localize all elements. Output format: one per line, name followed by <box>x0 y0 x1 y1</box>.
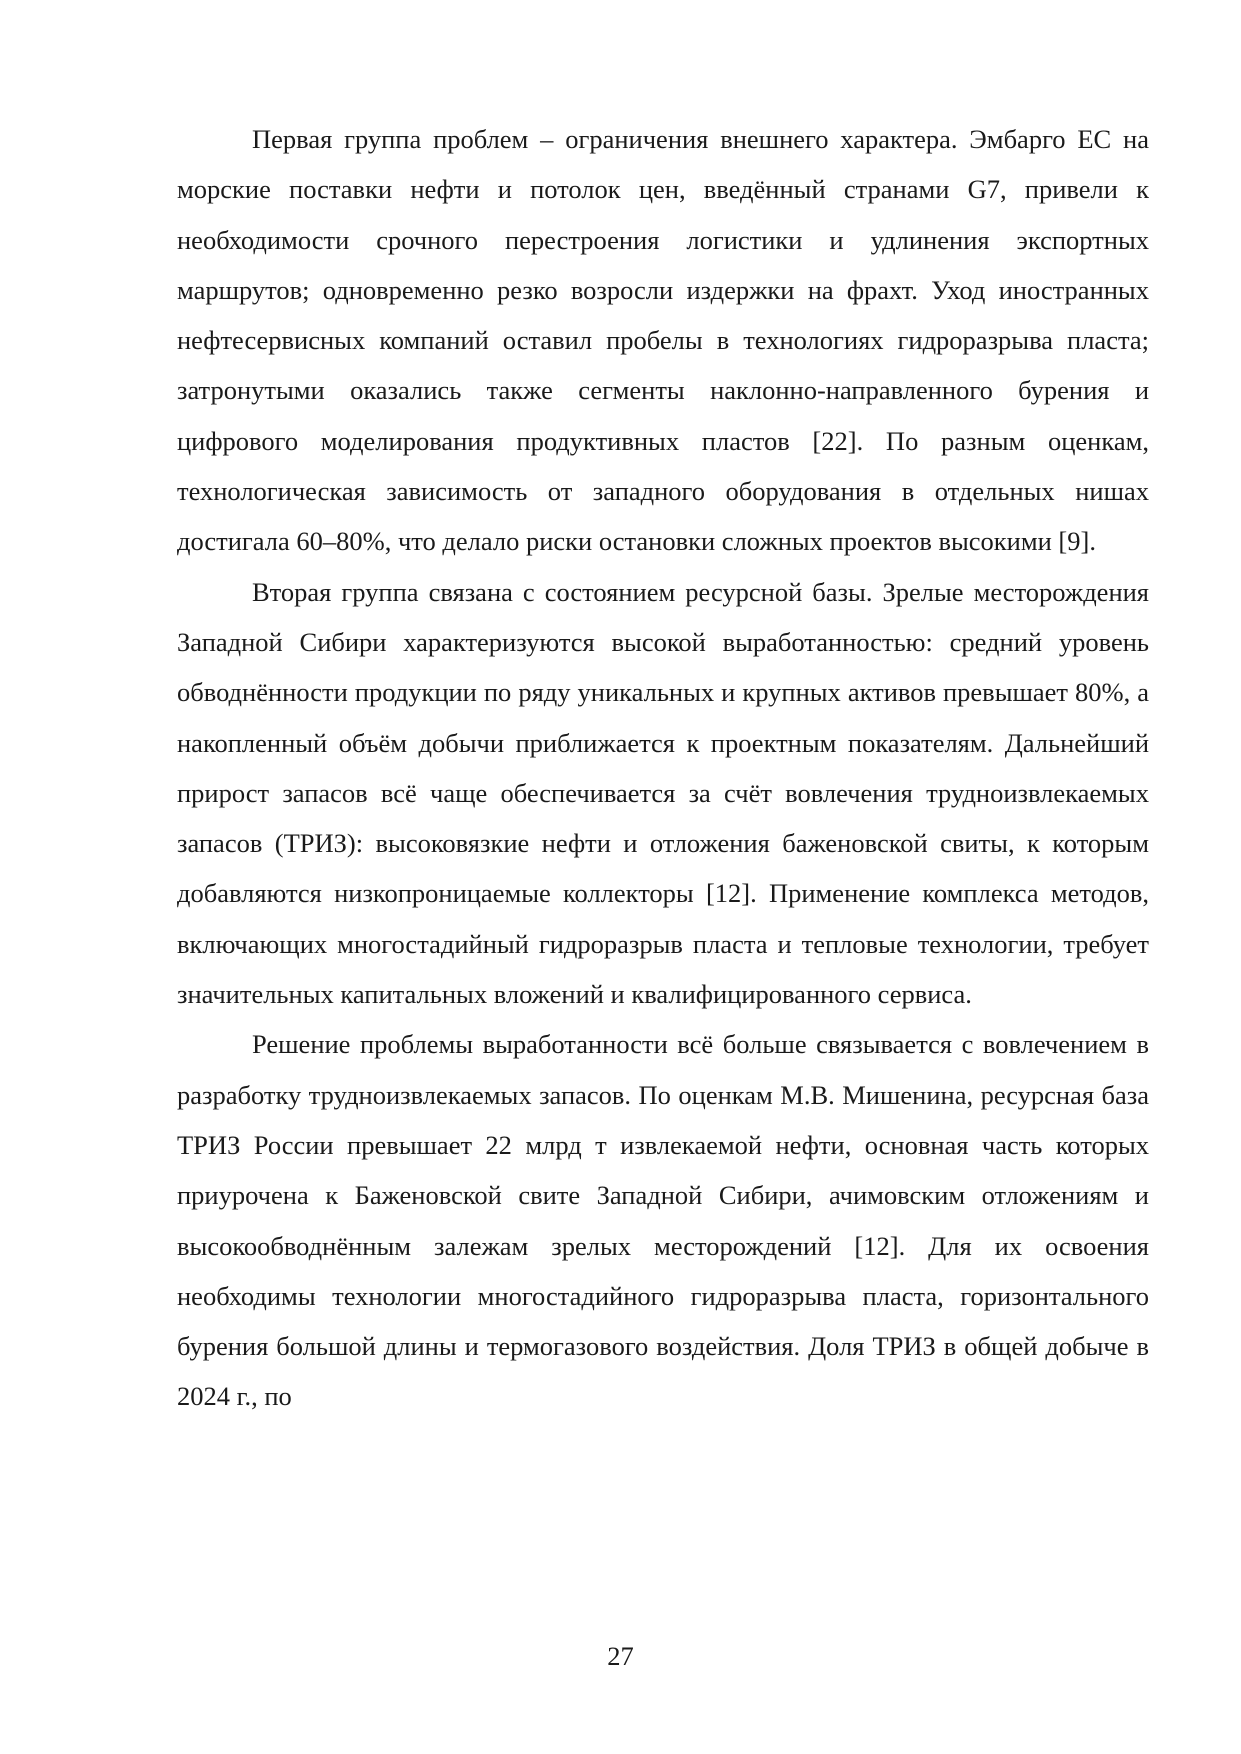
paragraph-3: Решение проблемы выработанности всё больше связывается с вовлечением в разработку трудноизвлекаемых запасов. По оценкам М.В. Мишенина, ресурсная база ТРИЗ России превышает 22 млрд т извлекаемой нефти, основная часть которых приурочена к Баженовской свите Западной Сибири, ачимовским отложениям и высокообводнённым залежам зрелых месторождений [12]. Для их освоения необходимы технологии многостадийного гидроразрыва пласта, горизонтального бурения большой длины и термогазового воздействия. Доля ТРИЗ в общей добыче в 2024 г., по <box>177 1029 1149 1412</box>
paragraph-1: Первая группа проблем – ограничения внешнего характера. Эмбарго ЕС на морские поставки нефти и потолок цен, введённый странами G7, привели к необходимости срочного перестроения логистики и удлинения экспортных маршрутов; одновременно резко возросли издержки на фрахт. Уход иностранных нефтесервисных компаний оставил пробелы в технологиях гидроразрыва пласта; затронутыми оказались также сегменты наклонно-направленного бурения и цифрового моделирования продуктивных пластов [22]. По разным оценкам, технологическая зависимость от западного оборудования в отдельных нишах достигала 60–80%, что делало риски остановки сложных проектов высокими [9]. <box>177 124 1149 557</box>
paragraph-2: Вторая группа связана с состоянием ресурсной базы. Зрелые месторождения Западной Сибири характеризуются высокой выработанностью: средний уровень обводнённости продукции по ряду уникальных и крупных активов превышает 80%, а накопленный объём добычи приближается к проектным показателям. Дальнейший прирост запасов всё чаще обеспечивается за счёт вовлечения трудноизвлекаемых запасов (ТРИЗ): высоковязкие нефти и отложения баженовской свиты, к которым добавляются низкопроницаемые коллекторы [12]. Применение комплекса методов, включающих многостадийный гидроразрыв пласта и тепловые технологии, требует значительных капитальных вложений и квалифицированного сервиса. <box>177 576 1149 1010</box>
page-number: 27 <box>607 1641 634 1671</box>
body-text <box>177 114 1149 1422</box>
